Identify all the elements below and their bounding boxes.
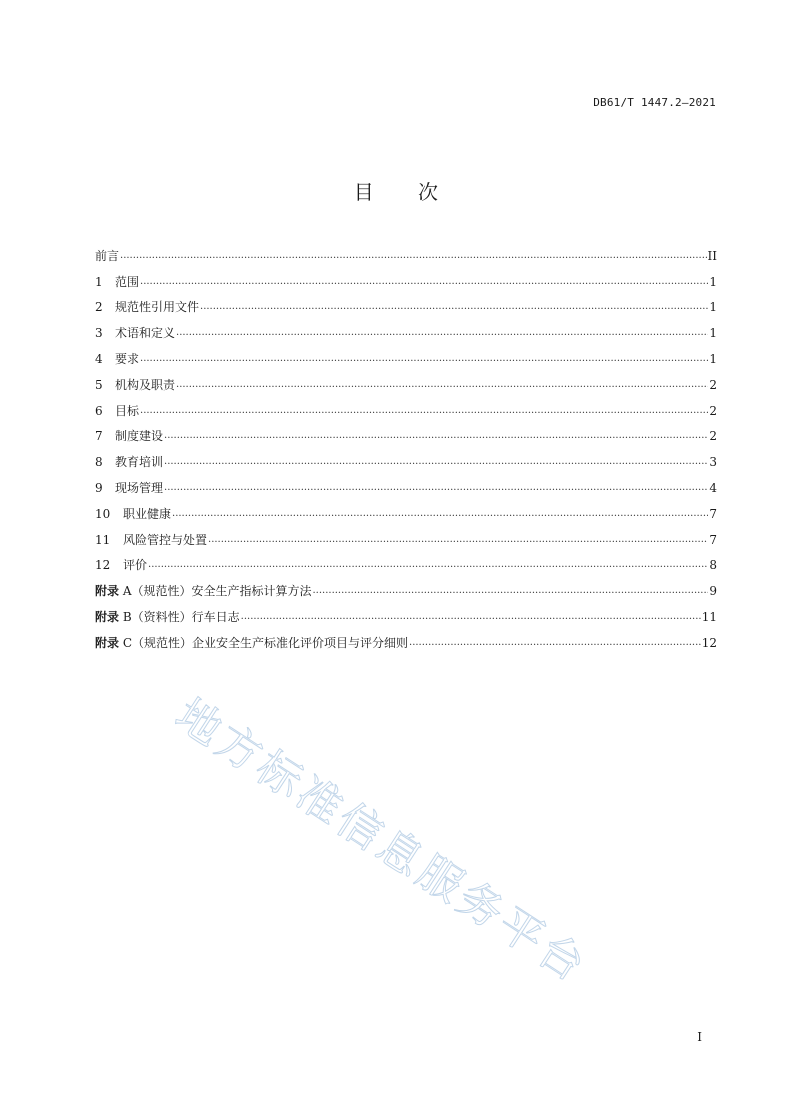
toc-entry[interactable] xyxy=(95,341,717,367)
toc-entry-title xyxy=(123,532,207,548)
toc-entry-title xyxy=(115,325,175,341)
toc-entry-number: 5 xyxy=(95,377,103,392)
toc-entry-number: 9 xyxy=(95,480,103,495)
toc-entry[interactable] xyxy=(95,290,717,316)
toc-entry-page: 1 xyxy=(709,300,717,315)
toc-entry-page: 2 xyxy=(709,429,717,444)
dot-leader xyxy=(176,328,708,338)
toc-entry[interactable] xyxy=(95,470,717,496)
toc-entry-title xyxy=(123,506,171,522)
toc-entry-page: 1 xyxy=(709,351,717,366)
toc-entry[interactable] xyxy=(95,599,717,625)
page-number: I xyxy=(697,1030,702,1044)
toc-entry-title-text: 评价 xyxy=(123,558,148,573)
toc-entry-title xyxy=(115,403,139,419)
dot-leader xyxy=(140,277,708,287)
toc-entry-title-text: 目标 xyxy=(115,403,140,418)
toc-entry-title-text: 范围 xyxy=(115,274,140,289)
toc-entry[interactable] xyxy=(95,625,717,651)
toc-entry-page: II xyxy=(707,248,717,263)
toc-entry-page: 8 xyxy=(709,558,717,573)
toc-entry-page: 9 xyxy=(709,584,717,599)
toc-entry[interactable] xyxy=(95,315,717,341)
toc-entry[interactable] xyxy=(95,522,717,548)
toc-entry[interactable] xyxy=(95,367,717,393)
toc-entry-page: 2 xyxy=(709,377,717,392)
toc-entry-number: 10 xyxy=(95,506,111,521)
toc-entry-title-text: 教育培训 xyxy=(115,455,164,470)
toc-entry-title xyxy=(115,274,139,290)
toc-entry[interactable] xyxy=(95,573,717,599)
toc-entry[interactable] xyxy=(95,548,717,574)
toc-entry-title-text: 规范性引用文件 xyxy=(115,300,200,315)
appendix-label: 附录 xyxy=(95,609,120,624)
toc-entry-page: 1 xyxy=(709,274,717,289)
toc-entry[interactable] xyxy=(95,419,717,445)
dot-leader xyxy=(313,586,709,596)
toc-entry-page: 7 xyxy=(709,532,717,547)
dot-leader xyxy=(140,354,708,364)
dot-leader xyxy=(164,431,708,441)
toc-entry-title xyxy=(115,377,175,393)
document-code: DB61/T 1447.2—2021 xyxy=(593,96,716,109)
dot-leader xyxy=(409,638,701,648)
toc-entry-title-text: 前言 xyxy=(95,248,120,263)
toc-entry-title-text: 术语和定义 xyxy=(115,326,176,341)
table-of-contents xyxy=(95,238,717,651)
dot-leader xyxy=(176,380,708,390)
toc-entry-title-text: A（规范性）安全生产指标计算方法 xyxy=(119,584,312,599)
toc-entry-title xyxy=(95,248,119,264)
toc-title xyxy=(0,176,792,205)
toc-entry-page: 11 xyxy=(701,609,717,624)
toc-entry-page: 7 xyxy=(709,506,717,521)
toc-entry-title xyxy=(95,635,408,651)
toc-entry-number: 7 xyxy=(95,429,103,444)
toc-entry-page: 1 xyxy=(709,326,717,341)
toc-entry-title-text: 要求 xyxy=(115,351,140,366)
appendix-label: 附录 xyxy=(95,584,120,599)
toc-entry-page: 3 xyxy=(709,455,717,470)
dot-leader xyxy=(200,302,708,312)
toc-entry-number: 12 xyxy=(95,558,111,573)
toc-entry-title-text: B（资料性）行车日志 xyxy=(119,609,240,624)
toc-entry-number: 4 xyxy=(95,351,103,366)
toc-entry-title-text: 现场管理 xyxy=(115,480,164,495)
toc-entry-page: 12 xyxy=(701,635,717,650)
toc-entry-title xyxy=(123,557,147,573)
dot-leader xyxy=(172,509,708,519)
toc-entry[interactable] xyxy=(95,444,717,470)
toc-entry-title-text: 制度建设 xyxy=(115,429,164,444)
toc-entry-title xyxy=(115,299,199,315)
appendix-label: 附录 xyxy=(95,635,120,650)
toc-entry-page: 4 xyxy=(709,480,717,495)
toc-entry-title-text: C（规范性）企业安全生产标准化评价项目与评分细则 xyxy=(119,635,409,650)
toc-entry-title xyxy=(115,428,163,444)
toc-entry-number: 3 xyxy=(95,326,103,341)
toc-entry-title-text: 风险管控与处置 xyxy=(123,532,208,547)
toc-entry-title xyxy=(95,609,240,625)
toc-title-char-1: 目 xyxy=(353,180,374,204)
toc-entry-title xyxy=(115,480,163,496)
dot-leader xyxy=(164,483,708,493)
toc-entry-title-text: 机构及职责 xyxy=(115,377,176,392)
toc-entry-title xyxy=(95,583,312,599)
toc-entry-number: 8 xyxy=(95,455,103,470)
dot-leader xyxy=(241,612,701,622)
toc-entry-title-text: 职业健康 xyxy=(123,506,172,521)
toc-entry-title xyxy=(115,351,139,367)
toc-entry-title xyxy=(115,454,163,470)
toc-entry-number: 2 xyxy=(95,300,103,315)
toc-entry-page: 2 xyxy=(709,403,717,418)
toc-entry[interactable] xyxy=(95,238,717,264)
dot-leader xyxy=(208,535,708,545)
dot-leader xyxy=(164,457,708,467)
dot-leader xyxy=(140,406,708,416)
toc-entry-number: 11 xyxy=(95,532,111,547)
toc-entry-number: 1 xyxy=(95,274,103,289)
toc-entry[interactable] xyxy=(95,496,717,522)
toc-entry-number: 6 xyxy=(95,403,103,418)
dot-leader xyxy=(120,251,707,261)
dot-leader xyxy=(148,560,708,570)
watermark: 地方标准信息服务平台 xyxy=(166,689,597,994)
toc-title-char-2: 次 xyxy=(418,180,439,204)
toc-entry[interactable] xyxy=(95,264,717,290)
toc-entry[interactable] xyxy=(95,393,717,419)
